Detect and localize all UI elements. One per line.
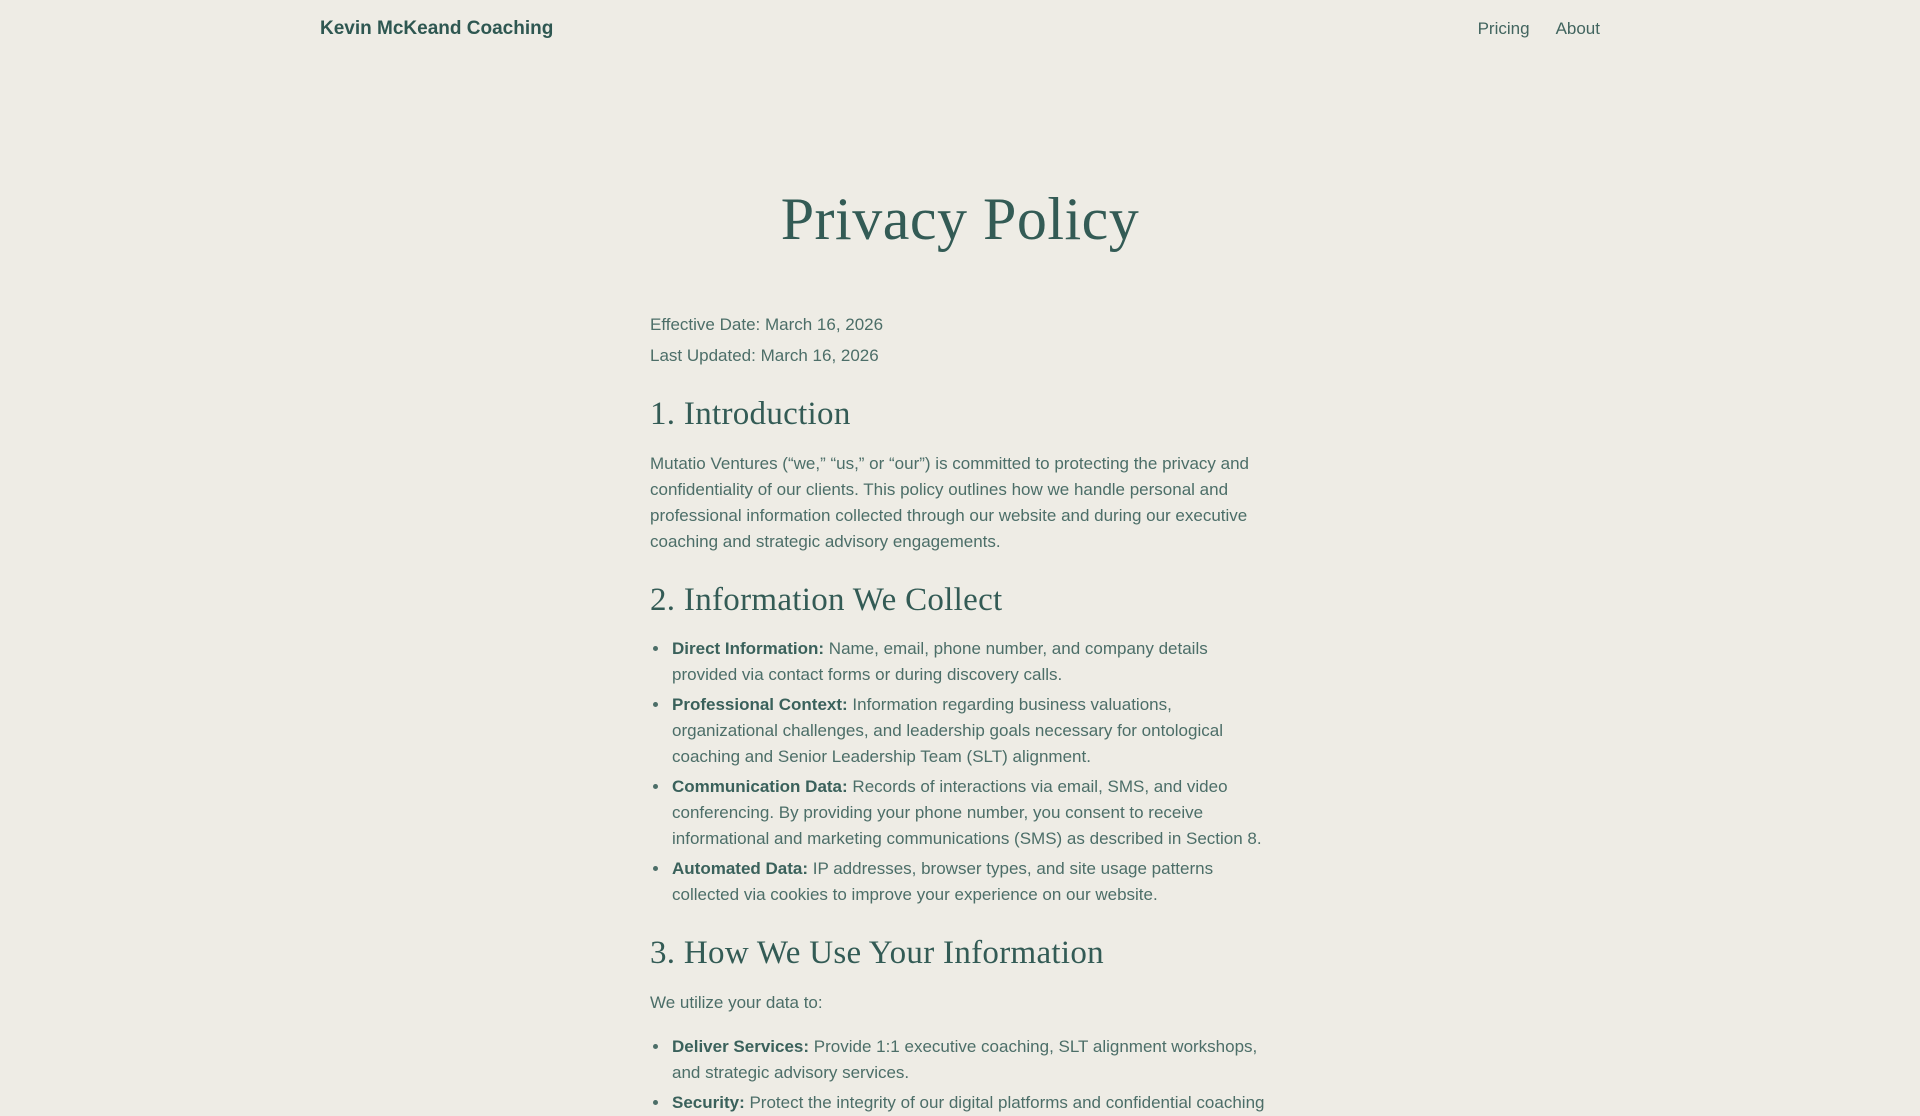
bullet-term: Direct Information: — [672, 639, 825, 659]
header-inner — [320, 0, 1600, 40]
section-heading: 1. Introduction — [650, 396, 851, 432]
main-content — [0, 185, 1920, 1116]
nav-link-pricing[interactable]: Pricing — [1477, 19, 1530, 38]
list-item: • Automated Data: IP addresses, browser types, and site usage patterns collected via cookies to improve your experience on our website. — [670, 856, 1270, 908]
policy-sections — [650, 395, 1270, 1116]
list-item: • Direct Information: Name, email, phone number, and company details provided via contact forms or during discovery calls. — [670, 636, 1270, 688]
site-brand-link[interactable]: Kevin McKeand Coaching — [320, 18, 554, 39]
section-heading: 3. How We Use Your Information — [650, 935, 1104, 972]
list-item: • Security: Protect the integrity of our digital platforms and confidential coaching — [670, 1090, 1270, 1116]
list-item: • Communication Data: Records of interactions via email, SMS, and video conferencing. By providing your phone number, you consent to receive informational and marketing communications (SMS) as described in Section 8. — [670, 774, 1270, 852]
last-updated-line: Last Updated: March 16, 2026 — [650, 346, 879, 365]
policy-content — [650, 312, 1270, 1116]
bullet-list — [650, 636, 1270, 908]
site-nav — [1478, 19, 1600, 39]
list-item: • Professional Context: Information regarding business valuations, organizational challenges, and leadership goals necessary for ontological coaching and Senior Leadership Team (SLT) alignment. — [670, 692, 1270, 770]
bullet-term: Security: — [672, 1092, 745, 1112]
site-header — [0, 0, 1920, 40]
bullet-term: Communication Data: — [672, 777, 848, 797]
section-heading: 2. Information We Collect — [650, 581, 1003, 618]
bullet-term: Professional Context: — [672, 695, 848, 715]
bullet-term: Automated Data: — [672, 859, 809, 879]
nav-link-about[interactable]: About — [1555, 19, 1600, 38]
section-paragraph: Mutatio Ventures (“we,” “us,” or “our”) is committed to protecting the privacy and confidentiality of our clients. This policy outlines how we handle personal and professional information collected through our website and during our executive coaching and strategic advisory engagements. — [650, 453, 1250, 551]
section-paragraph: We utilize your data to: — [650, 992, 823, 1012]
bullet-term: Deliver Services: — [672, 1036, 810, 1056]
bullet-list — [650, 1034, 1270, 1116]
page-title: Privacy Policy — [780, 186, 1140, 252]
effective-date-line: Effective Date: March 16, 2026 — [650, 315, 884, 334]
list-item: • Deliver Services: Provide 1:1 executive coaching, SLT alignment workshops, and strategic advisory services. — [670, 1034, 1270, 1086]
